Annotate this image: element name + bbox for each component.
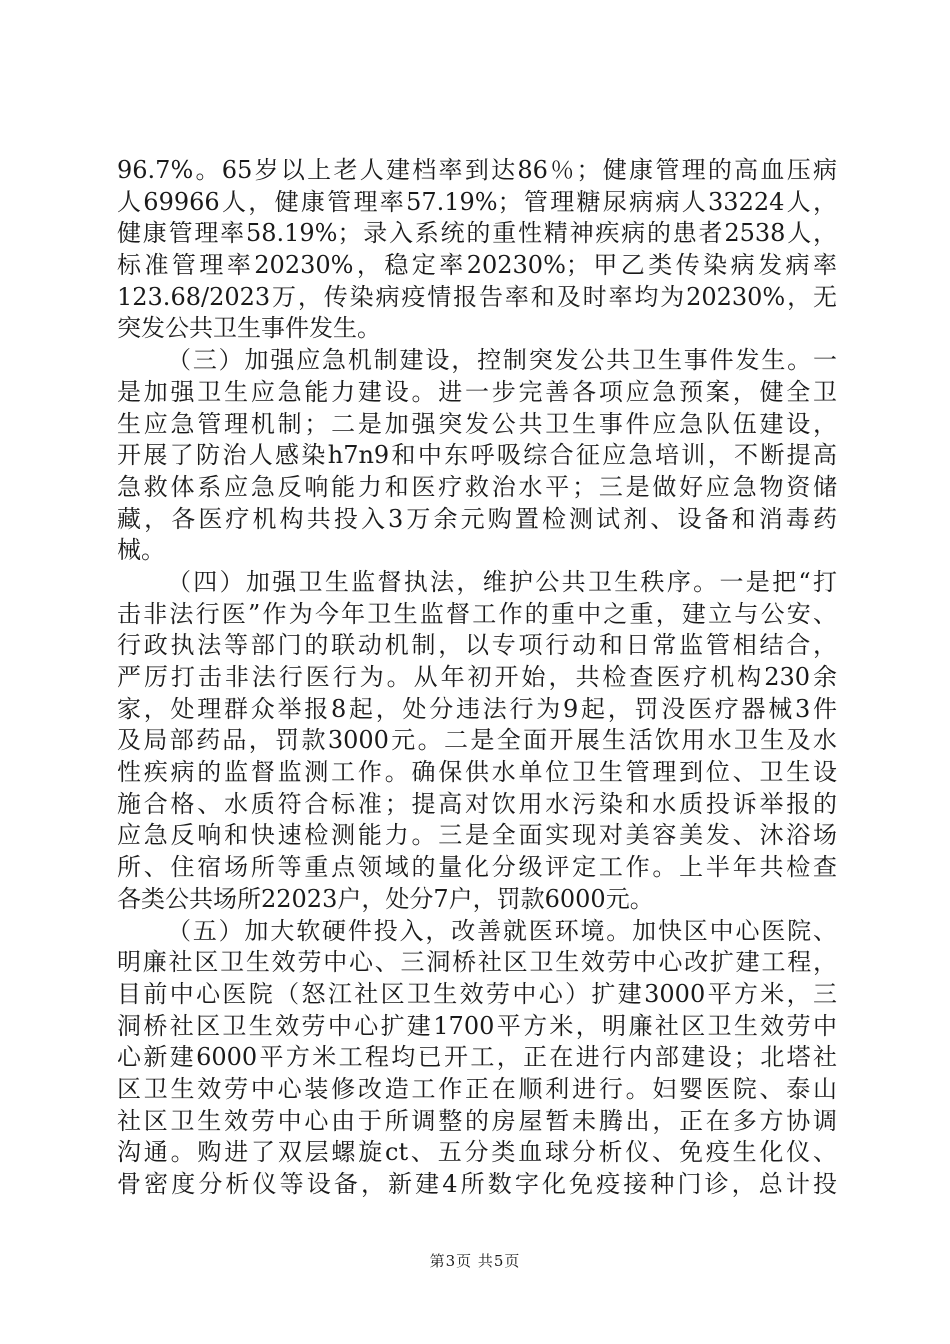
text-line: 械。 [117, 536, 165, 565]
text-line: 开展了防治人感染h7n9和中东呼吸综合征应急培训，不断提高 [117, 441, 837, 470]
text-line: 性疾病的监督监测工作。确保供水单位卫生管理到位、卫生设 [117, 758, 837, 787]
text-line: 击非法行医”作为今年卫生监督工作的重中之重，建立与公安、 [117, 599, 837, 628]
text-line: 严厉打击非法行医行为。从年初开始，共检查医疗机构230余 [117, 663, 837, 691]
text-line: 生应急管理机制；二是加强突发公共卫生事件应急队伍建设， [117, 409, 837, 438]
text-line: 健康管理率58.19%；录入系统的重性精神疾病的患者2538人， [117, 219, 837, 248]
text-line: 洞桥社区卫生效劳中心扩建1700平方米，明廉社区卫生效劳中 [117, 1011, 837, 1040]
text-line: 各类公共场所22023户，处分7户，罚款6000元。 [117, 884, 654, 913]
text-line: 突发公共卫生事件发生。 [117, 314, 381, 343]
text-line: 应急反响和快速检测能力。三是全面实现对美容美发、沐浴场 [117, 821, 837, 850]
text-line: 骨密度分析仪等设备，新建4所数字化免疫接种门诊，总计投 [117, 1170, 837, 1198]
text-line: 施合格、水质符合标准；提高对饮用水污染和水质投诉举报的 [117, 789, 837, 818]
text-line: 明廉社区卫生效劳中心、三洞桥社区卫生效劳中心改扩建工程， [117, 948, 837, 977]
text-line: 区卫生效劳中心装修改造工作正在顺利进行。妇婴医院、泰山 [117, 1074, 837, 1103]
text-line: 目前中心医院（怒江社区卫生效劳中心）扩建3000平方米，三 [117, 979, 837, 1008]
text-line: 标准管理率20230%，稳定率20230%；甲乙类传染病发病率 [117, 251, 837, 280]
text-line: 96.7%。65岁以上老人建档率到达86％；健康管理的高血压病 [117, 156, 837, 184]
text-line: 心新建6000平方米工程均已开工，正在进行内部建设；北塔社 [117, 1043, 837, 1072]
text-line: 人69966人，健康管理率57.19%；管理糖尿病病人33224人， [117, 187, 837, 216]
text-line: 社区卫生效劳中心由于所调整的房屋暂未腾出，正在多方协调 [117, 1106, 837, 1135]
text-line: 急救体系应急反响能力和医疗救治水平；三是做好应急物资储 [117, 472, 837, 501]
text-line: 及局部药品，罚款3000元。二是全面开展生活饮用水卫生及水 [117, 726, 837, 755]
paragraph-heading-line: （四）加强卫生监督执法，维护公共卫生秩序。一是把“打 [167, 567, 837, 596]
text-line: 藏，各医疗机构共投入3万余元购置检测试剂、设备和消毒药 [117, 504, 837, 533]
text-line: 所、住宿场所等重点领域的量化分级评定工作。上半年共检查 [117, 853, 837, 882]
text-line: 是加强卫生应急能力建设。进一步完善各项应急预案，健全卫 [117, 377, 837, 406]
text-line: 家，处理群众举报8起，处分违法行为9起，罚没医疗器械3件 [117, 694, 837, 723]
text-line: 行政执法等部门的联动机制，以专项行动和日常监管相结合， [117, 631, 837, 660]
text-line: 沟通。购进了双层螺旋ct、五分类血球分析仪、免疫生化仪、 [117, 1138, 837, 1167]
paragraph-heading-line: （三）加强应急机制建设，控制突发公共卫生事件发生。一 [167, 346, 837, 375]
body-text [117, 155, 837, 1201]
paragraph-heading-line: （五）加大软硬件投入，改善就医环境。加快区中心医院、 [167, 916, 837, 945]
page-footer: 第3页 共5页 [429, 1252, 521, 1270]
text-line: 123.68/2023万，传染病疫情报告率和及时率均为20230%，无 [117, 282, 837, 311]
